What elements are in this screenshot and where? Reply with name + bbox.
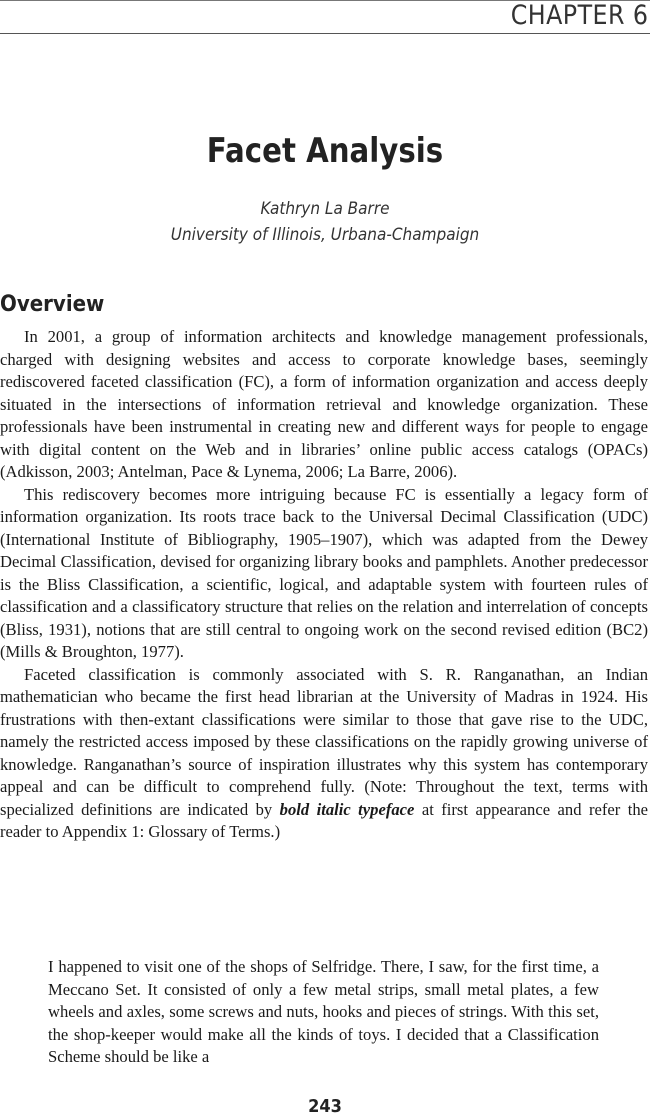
paragraph-2: This rediscovery becomes more intriguing because FC is essentially a legacy form of information organization. Its roots trace back to the Universal Decimal Classification (UDC) (International Institute of Bibliography, 1905–1907), which was adapted from the Dewey Decimal Classification, devised for organizing library books and pamphlets. Another predecessor is the Bliss Classification, a scientific, logical, and adaptable system with fourteen rules of classification and a classificatory structure that relies on the relation and interrelation of concepts (Bliss, 1931), notions that are still central to ongoing work on the second revised edition (BC2) (Mills & Broughton, 1977). [0, 484, 648, 661]
block-quote [48, 956, 599, 1069]
quote-text: I happened to visit one of the shops of Selfridge. There, I saw, for the first time, a Meccano Set. It consisted of only a few metal strips, small metal plates, a few wheels and axles, some screws and nuts, hooks and pieces of strings. With this set, the shop-keeper would make all the kinds of toys. I decided that a Classification Scheme should be like a [48, 957, 599, 1066]
glossary-term-example: bold italic typeface [279, 799, 415, 819]
paragraph-1: In 2001, a group of information architects and knowledge management professionals, charged with designing websites and access to corporate knowledge bases, seemingly rediscovered faceted classification (FC), a form of information organization and access deeply situated in the intersections of information retrieval and knowledge organization. These professionals have been instrumental in creating new and different ways for people to engage with digital content on the Web and in libraries’ online public access catalogs (OPACs) (Adkisson, 2003; Antelman, Pace & Lynema, 2006; La Barre, 2006). [0, 327, 648, 481]
page-number: 243 [308, 1096, 342, 1117]
chapter-title: Facet Analysis [206, 131, 444, 171]
paragraph-3-text-a: Faceted classification is commonly associated with S. R. Ranganathan, an Indian mathematician who became the first head librarian at the University of Madras in 1924. His frustrations with then-extant classifications were similar to those that gave rise to the UDC, namely the restricted access imposed by these classifications on the rapidly growing universe of knowledge. Ranganathan’s source of inspiration illustrates why this system has contemporary appeal and can be difficult to comprehend fully. (Note: Throughout the text, terms with specialized definitions are indicated by [0, 664, 648, 819]
body-text [0, 326, 648, 844]
author-name: Kathryn La Barre [260, 199, 390, 219]
section-heading: Overview [0, 292, 105, 317]
paragraph-3-text-b: at first appearance and refer the reader to Appendix 1: Glossary of Terms.) [0, 799, 648, 841]
chapter-label: CHAPTER 6 [510, 0, 648, 31]
chapter-underline [0, 33, 650, 34]
paragraph-3 [0, 664, 648, 844]
author-affiliation: University of Illinois, Urbana-Champaign [170, 225, 480, 245]
